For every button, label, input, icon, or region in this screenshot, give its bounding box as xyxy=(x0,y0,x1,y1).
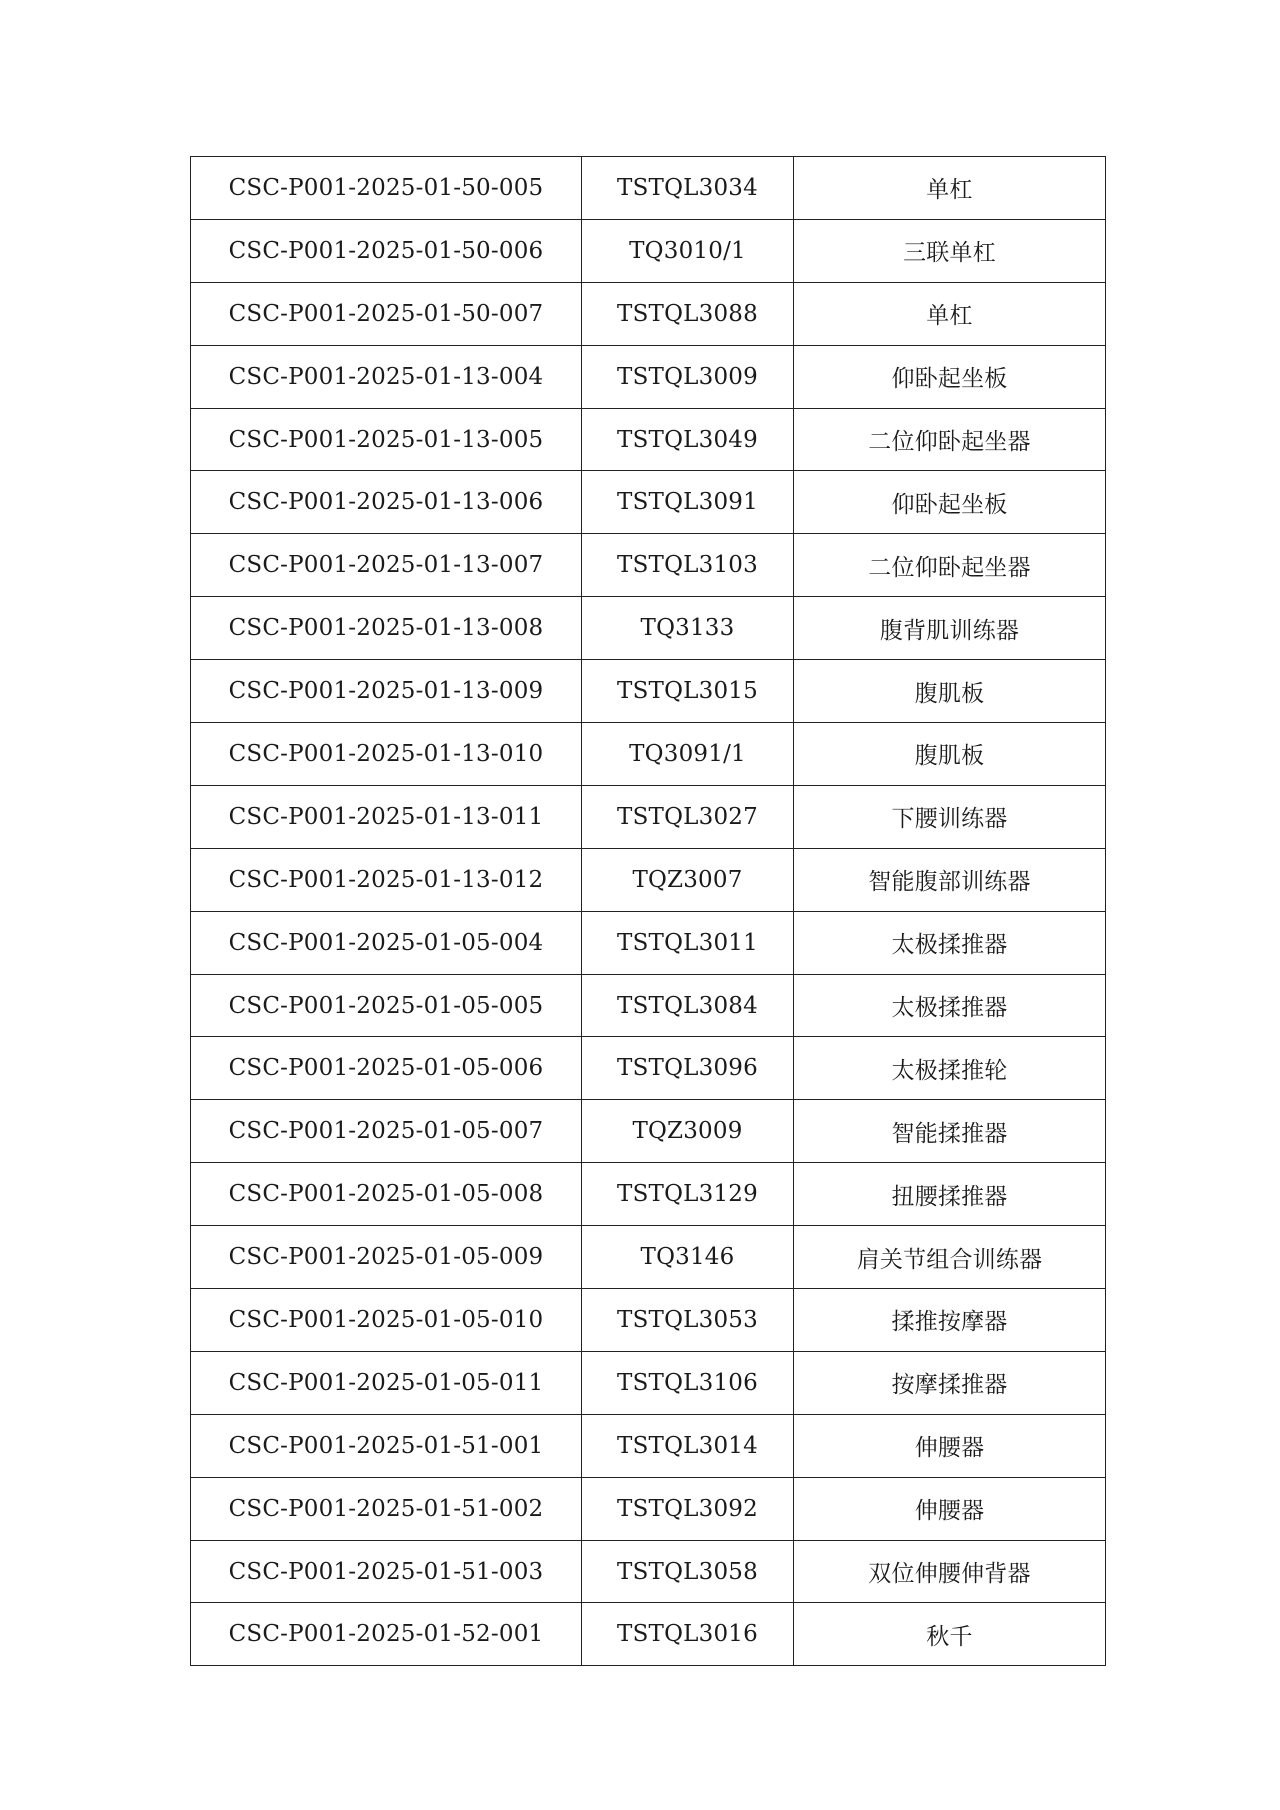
product-name-cell: 太极揉推器 xyxy=(794,911,1106,974)
certificate-number-cell: CSC-P001-2025-01-05-005 xyxy=(191,974,582,1037)
model-cell: TQ3091/1 xyxy=(582,723,794,786)
model-cell: TSTQL3034 xyxy=(582,157,794,220)
certificate-number-cell: CSC-P001-2025-01-05-006 xyxy=(191,1037,582,1100)
certificate-number-cell: CSC-P001-2025-01-52-001 xyxy=(191,1603,582,1666)
product-name-cell: 下腰训练器 xyxy=(794,785,1106,848)
table-row xyxy=(191,848,1106,911)
certificate-number-cell: CSC-P001-2025-01-13-008 xyxy=(191,597,582,660)
model-cell: TSTQL3103 xyxy=(582,534,794,597)
table-row xyxy=(191,723,1106,786)
product-name-cell: 腹肌板 xyxy=(794,723,1106,786)
model-cell: TSTQL3009 xyxy=(582,345,794,408)
product-name-cell: 智能腹部训练器 xyxy=(794,848,1106,911)
model-cell: TSTQL3088 xyxy=(582,282,794,345)
certificate-number-cell: CSC-P001-2025-01-13-010 xyxy=(191,723,582,786)
certificate-number-cell: CSC-P001-2025-01-05-011 xyxy=(191,1351,582,1414)
table-row xyxy=(191,408,1106,471)
product-name-cell: 腹背肌训练器 xyxy=(794,597,1106,660)
table-row xyxy=(191,1037,1106,1100)
model-cell: TSTQL3016 xyxy=(582,1603,794,1666)
model-cell: TSTQL3011 xyxy=(582,911,794,974)
product-name-cell: 扭腰揉推器 xyxy=(794,1163,1106,1226)
model-cell: TSTQL3091 xyxy=(582,471,794,534)
certificate-number-cell: CSC-P001-2025-01-50-007 xyxy=(191,282,582,345)
table-row xyxy=(191,534,1106,597)
certificate-number-cell: CSC-P001-2025-01-13-005 xyxy=(191,408,582,471)
certificate-number-cell: CSC-P001-2025-01-13-007 xyxy=(191,534,582,597)
certificate-number-cell: CSC-P001-2025-01-05-009 xyxy=(191,1226,582,1289)
product-name-cell: 伸腰器 xyxy=(794,1477,1106,1540)
model-cell: TSTQL3053 xyxy=(582,1289,794,1352)
product-name-cell: 单杠 xyxy=(794,282,1106,345)
certificate-number-cell: CSC-P001-2025-01-05-004 xyxy=(191,911,582,974)
certificate-number-cell: CSC-P001-2025-01-13-004 xyxy=(191,345,582,408)
product-name-cell: 二位仰卧起坐器 xyxy=(794,408,1106,471)
product-name-cell: 秋千 xyxy=(794,1603,1106,1666)
product-name-cell: 三联单杠 xyxy=(794,219,1106,282)
product-name-cell: 双位伸腰伸背器 xyxy=(794,1540,1106,1603)
model-cell: TSTQL3014 xyxy=(582,1414,794,1477)
table-row xyxy=(191,1477,1106,1540)
product-name-cell: 按摩揉推器 xyxy=(794,1351,1106,1414)
table-row xyxy=(191,1163,1106,1226)
certificate-number-cell: CSC-P001-2025-01-50-005 xyxy=(191,157,582,220)
model-cell: TSTQL3049 xyxy=(582,408,794,471)
table-row xyxy=(191,345,1106,408)
table-row xyxy=(191,660,1106,723)
model-cell: TQ3133 xyxy=(582,597,794,660)
model-cell: TSTQL3129 xyxy=(582,1163,794,1226)
model-cell: TSTQL3027 xyxy=(582,785,794,848)
table-row xyxy=(191,1414,1106,1477)
model-cell: TQZ3007 xyxy=(582,848,794,911)
model-cell: TSTQL3015 xyxy=(582,660,794,723)
certificate-number-cell: CSC-P001-2025-01-51-001 xyxy=(191,1414,582,1477)
product-name-cell: 智能揉推器 xyxy=(794,1100,1106,1163)
product-name-cell: 揉推按摩器 xyxy=(794,1289,1106,1352)
table-row xyxy=(191,974,1106,1037)
product-name-cell: 单杠 xyxy=(794,157,1106,220)
table-row xyxy=(191,219,1106,282)
product-name-cell: 腹肌板 xyxy=(794,660,1106,723)
product-name-cell: 肩关节组合训练器 xyxy=(794,1226,1106,1289)
model-cell: TSTQL3084 xyxy=(582,974,794,1037)
table-row xyxy=(191,911,1106,974)
certificate-number-cell: CSC-P001-2025-01-05-010 xyxy=(191,1289,582,1352)
product-name-cell: 太极揉推轮 xyxy=(794,1037,1106,1100)
table-row xyxy=(191,1540,1106,1603)
model-cell: TSTQL3092 xyxy=(582,1477,794,1540)
table-body xyxy=(191,157,1106,1666)
product-name-cell: 太极揉推器 xyxy=(794,974,1106,1037)
certificate-number-cell: CSC-P001-2025-01-51-002 xyxy=(191,1477,582,1540)
certification-table xyxy=(190,156,1106,1666)
model-cell: TQZ3009 xyxy=(582,1100,794,1163)
certificate-number-cell: CSC-P001-2025-01-05-008 xyxy=(191,1163,582,1226)
product-name-cell: 伸腰器 xyxy=(794,1414,1106,1477)
model-cell: TSTQL3058 xyxy=(582,1540,794,1603)
model-cell: TSTQL3106 xyxy=(582,1351,794,1414)
table-row xyxy=(191,471,1106,534)
table-row xyxy=(191,785,1106,848)
certificate-number-cell: CSC-P001-2025-01-13-009 xyxy=(191,660,582,723)
table-row xyxy=(191,1351,1106,1414)
table-row xyxy=(191,282,1106,345)
certificate-number-cell: CSC-P001-2025-01-13-012 xyxy=(191,848,582,911)
table-row xyxy=(191,597,1106,660)
table-row xyxy=(191,157,1106,220)
certificate-number-cell: CSC-P001-2025-01-50-006 xyxy=(191,219,582,282)
table-row xyxy=(191,1603,1106,1666)
table-row xyxy=(191,1226,1106,1289)
model-cell: TSTQL3096 xyxy=(582,1037,794,1100)
certificate-number-cell: CSC-P001-2025-01-13-006 xyxy=(191,471,582,534)
product-name-cell: 二位仰卧起坐器 xyxy=(794,534,1106,597)
product-name-cell: 仰卧起坐板 xyxy=(794,471,1106,534)
model-cell: TQ3010/1 xyxy=(582,219,794,282)
product-name-cell: 仰卧起坐板 xyxy=(794,345,1106,408)
certificate-number-cell: CSC-P001-2025-01-13-011 xyxy=(191,785,582,848)
model-cell: TQ3146 xyxy=(582,1226,794,1289)
certificate-number-cell: CSC-P001-2025-01-51-003 xyxy=(191,1540,582,1603)
table-row xyxy=(191,1289,1106,1352)
table-row xyxy=(191,1100,1106,1163)
certificate-number-cell: CSC-P001-2025-01-05-007 xyxy=(191,1100,582,1163)
